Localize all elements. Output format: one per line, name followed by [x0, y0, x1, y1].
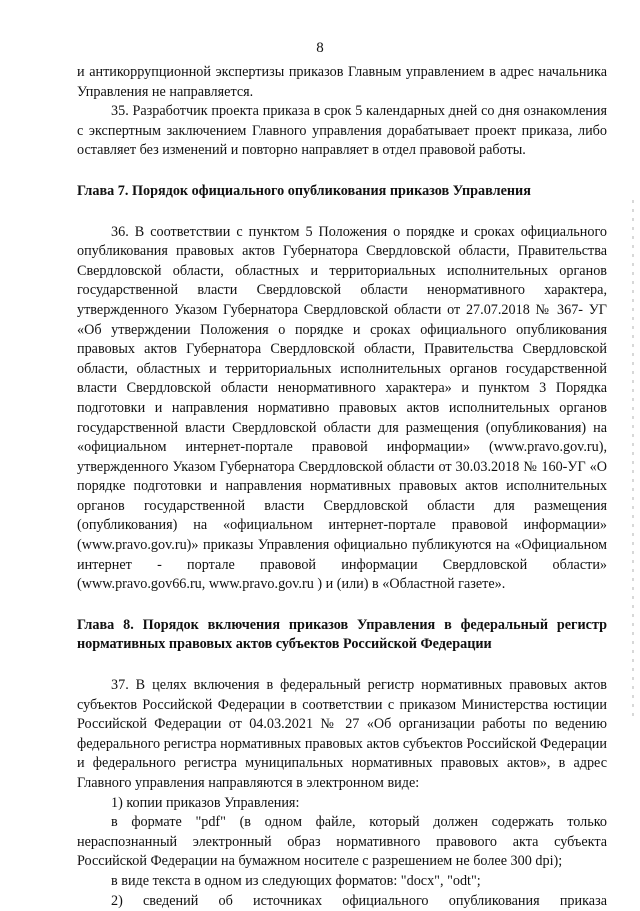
paragraph: 2) сведений об источниках официального опубликования приказа — [111, 892, 607, 909]
paragraph: 36. В соответствии с пунктом 5 Положения о порядке и сроках официального опубликования правовых актов Губернатора Свердловской области, Правительства Свердловской области, областных и территориальных исполнительных органов государственной власти Свердловской области ненормативного характера, утвержденного Указом Губернатора Свердловской области от 27.07.2018 № 367- УГ «Об утверждении Положения о порядке и сроках официального опубликования правовых актов Губернатора Свердловской области, Правительства Свердловской области, областных и территориальных исполнительных органов государственной власти Свердловской области ненормативного характера» и пунктом 3 Порядка подготовки и направления нормативно правовых актов исполнительных органов государственной власти Свердловской области для размещения (опубликования) на «официальном интернет-портале правовой информации» (www.pravo.gov.ru), утвержденного Указом Губернатора Свердловской области от 30.03.2018 № 160-УГ «О порядке подготовки и направления нормативных правовых актов исполнительных органов государственной власти Свердловской области для размещения (опубликования) на «официальном интернет-портале правовой информации» (www.pravo.gov.ru)» приказы Управления официально публикуются на «Официальном интернет - портале правовой информации Свердловской области» (www.pravo.gov66.ru, www.pravo.gov.ru ) и (или) в «Областной газете». — [77, 223, 607, 593]
paragraph: в виде текста в одном из следующих форматов: "docx", "odt"; — [111, 872, 481, 889]
paragraph: 37. В целях включения в федеральный регистр нормативных правовых актов субъектов Российской Федерации в соответствии с приказом Министерства юстиции Российской Федерации от 04.03.2021 № 27 «Об организации работы по ведению федерального регистра нормативных правовых актов субъектов Российской Федерации и федерального регистра муниципальных нормативных правовых актов», в адрес Главного управления направляются в электронном виде: — [77, 677, 607, 791]
chapter-heading: Глава 7. Порядок официального опубликования приказов Управления — [77, 182, 531, 199]
paragraph: 35. Разработчик проекта приказа в срок 5 календарных дней со дня ознакомления с экспертным заключением Главного управления дорабатывает проект приказа, либо оставляет без изменений и повторно направляет в отдел правовой работы. — [77, 103, 607, 159]
page-number: 8 — [316, 40, 324, 56]
scan-margin-marks — [632, 200, 634, 720]
paragraph: 1) копии приказов Управления: — [111, 794, 300, 811]
chapter-heading: Глава 8. Порядок включения приказов Управления в федеральный регистр нормативных правовых актов субъектов Российской Федерации — [77, 616, 607, 653]
paragraph: в формате "pdf" (в одном файле, который должен содержать только нераспознанный электронный образ нормативного правового акта субъекта Российской Федерации на бумажном носителе с разрешением не более 300 dpi); — [77, 814, 607, 870]
document-body — [77, 63, 607, 911]
paragraph: и антикоррупционной экспертизы приказов Главным управлением в адрес начальника Управления не направляется. — [77, 64, 607, 100]
